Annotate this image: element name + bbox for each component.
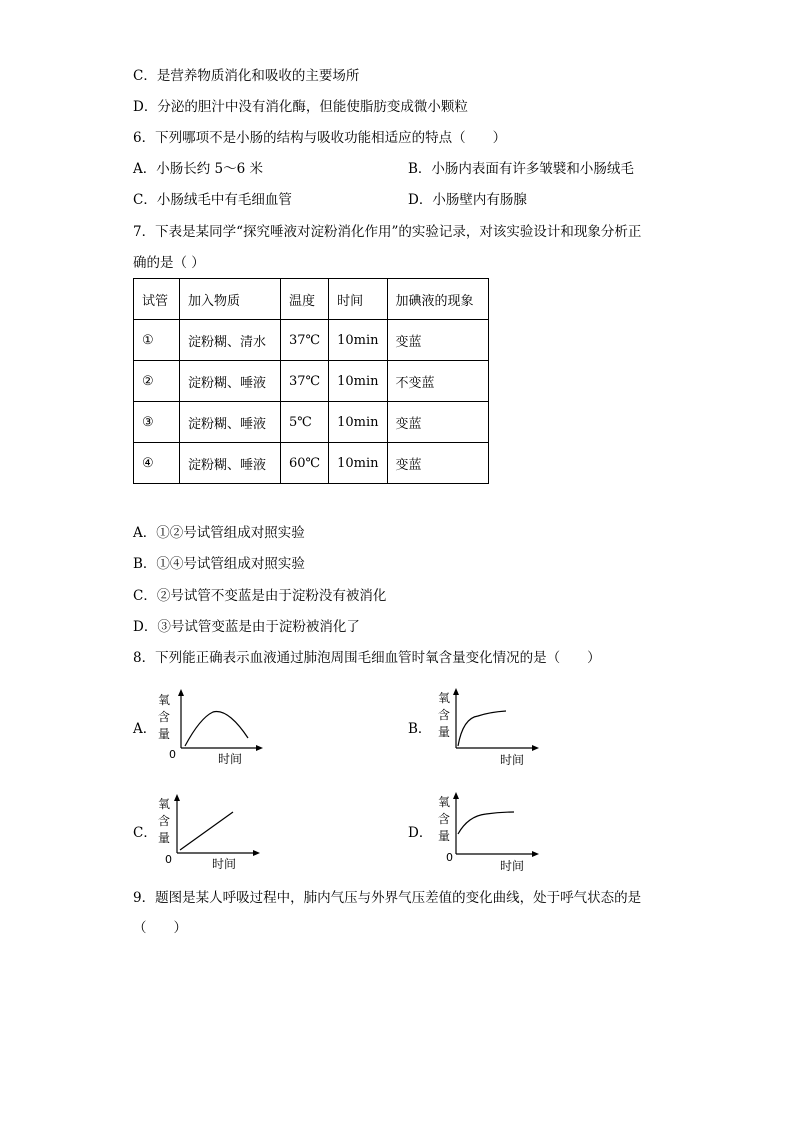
oxygen-curve (458, 812, 514, 834)
graph-y-label-char: 含 (158, 814, 171, 828)
graph-b-label: B． (408, 721, 432, 737)
oxygen-curve (458, 711, 506, 746)
table-cell: 变蓝 (387, 443, 488, 484)
q7-option-d: D．③号试管变蓝是由于淀粉被消化了 (133, 619, 360, 635)
table-header: 时间 (329, 279, 387, 320)
q7-option-a: A．①②号试管组成对照实验 (133, 525, 305, 541)
graph-y-label-char: 量 (438, 829, 451, 843)
graph-d (430, 790, 550, 874)
graph-y-label-char: 氧 (438, 691, 451, 705)
y-axis-arrow (174, 794, 180, 801)
y-axis-arrow (453, 688, 459, 695)
table-cell: 淀粉糊、唾液 (180, 361, 281, 402)
graph-y-label-char: 量 (158, 831, 171, 845)
q7-stem-line2: 确的是（ ） (133, 255, 205, 271)
table-cell: 10min (329, 402, 387, 443)
experiment-table (133, 278, 489, 484)
table-header-row (134, 279, 489, 320)
table-cell: 37℃ (281, 320, 329, 361)
table-cell: 不变蓝 (387, 361, 488, 402)
q7-option-b: B．①④号试管组成对照实验 (133, 556, 305, 572)
table-row (134, 361, 489, 402)
table-cell: 变蓝 (387, 320, 488, 361)
graph-y-label-char: 含 (158, 710, 171, 724)
table-cell: ① (134, 320, 180, 361)
graph-d-label: D． (408, 825, 433, 841)
table-cell: 5℃ (281, 402, 329, 443)
q7-stem-line1: 7．下表是某同学“探究唾液对淀粉消化作用”的实验记录，对该实验设计和现象分析正 (133, 224, 642, 240)
graph-origin: 0 (169, 748, 176, 761)
q6-option-c: C．小肠绒毛中有毛细血管 (133, 192, 292, 208)
graph-a (150, 688, 270, 770)
q7-option-c: C．②号试管不变蓝是由于淀粉没有被消化 (133, 588, 387, 604)
graph-y-label-char: 含 (438, 812, 451, 826)
y-axis-arrow (453, 792, 459, 799)
table-header: 加入物质 (180, 279, 281, 320)
x-axis-arrow (532, 745, 539, 751)
graph-x-label: 时间 (218, 752, 243, 766)
y-axis-arrow (178, 689, 184, 696)
table-header: 温度 (281, 279, 329, 320)
graph-y-label-char: 氧 (158, 797, 171, 811)
graph-y-label-char: 量 (158, 727, 171, 741)
table-cell: 60℃ (281, 443, 329, 484)
graph-a-label: A． (133, 721, 157, 737)
graph-b (430, 686, 550, 770)
graph-x-label: 时间 (500, 753, 525, 767)
graph-c-label: C． (133, 825, 157, 841)
table-cell: 10min (329, 361, 387, 402)
oxygen-curve (185, 712, 248, 746)
graph-c (150, 792, 270, 874)
q6-option-d: D．小肠壁内有肠腺 (408, 192, 527, 208)
graph-origin: 0 (165, 853, 172, 866)
q5-option-d: D．分泌的胆汁中没有消化酶，但能使脂肪变成微小颗粒 (133, 99, 468, 115)
table-row (134, 443, 489, 484)
graph-y-label-char: 量 (438, 725, 451, 739)
x-axis-arrow (532, 851, 539, 857)
table-row (134, 402, 489, 443)
table-cell: 37℃ (281, 361, 329, 402)
graph-origin: 0 (446, 851, 453, 864)
q6-stem: 6．下列哪项不是小肠的结构与吸收功能相适应的特点（ ） (133, 130, 507, 146)
oxygen-curve (180, 812, 233, 850)
q9-stem-line1: 9．题图是某人呼吸过程中，肺内气压与外界气压差值的变化曲线，处于呼气状态的是 (133, 890, 642, 906)
q8-stem: 8．下列能正确表示血液通过肺泡周围毛细血管时氧含量变化情况的是（ ） (133, 650, 601, 666)
table-cell: 10min (329, 320, 387, 361)
table-cell: 10min (329, 443, 387, 484)
table-cell: 淀粉糊、唾液 (180, 402, 281, 443)
x-axis-arrow (253, 850, 260, 856)
x-axis-arrow (256, 745, 263, 751)
q9-stem-line2: （ ） (133, 920, 187, 936)
graph-x-label: 时间 (212, 857, 237, 871)
table-row (134, 320, 489, 361)
table-header: 加碘液的现象 (387, 279, 488, 320)
graph-y-label-char: 含 (438, 708, 451, 722)
table-cell: 淀粉糊、唾液 (180, 443, 281, 484)
q6-option-a: A．小肠长约 5～6 米 (133, 161, 264, 177)
table-header: 试管 (134, 279, 180, 320)
q6-option-b: B．小肠内表面有许多皱襞和小肠绒毛 (408, 161, 634, 177)
table-cell: 淀粉糊、清水 (180, 320, 281, 361)
table-cell: 变蓝 (387, 402, 488, 443)
table-cell: ④ (134, 443, 180, 484)
table-cell: ③ (134, 402, 180, 443)
table-cell: ② (134, 361, 180, 402)
q5-option-c: C．是营养物质消化和吸收的主要场所 (133, 68, 360, 84)
graph-y-label-char: 氧 (438, 795, 451, 809)
graph-x-label: 时间 (500, 859, 525, 873)
graph-y-label-char: 氧 (158, 693, 171, 707)
